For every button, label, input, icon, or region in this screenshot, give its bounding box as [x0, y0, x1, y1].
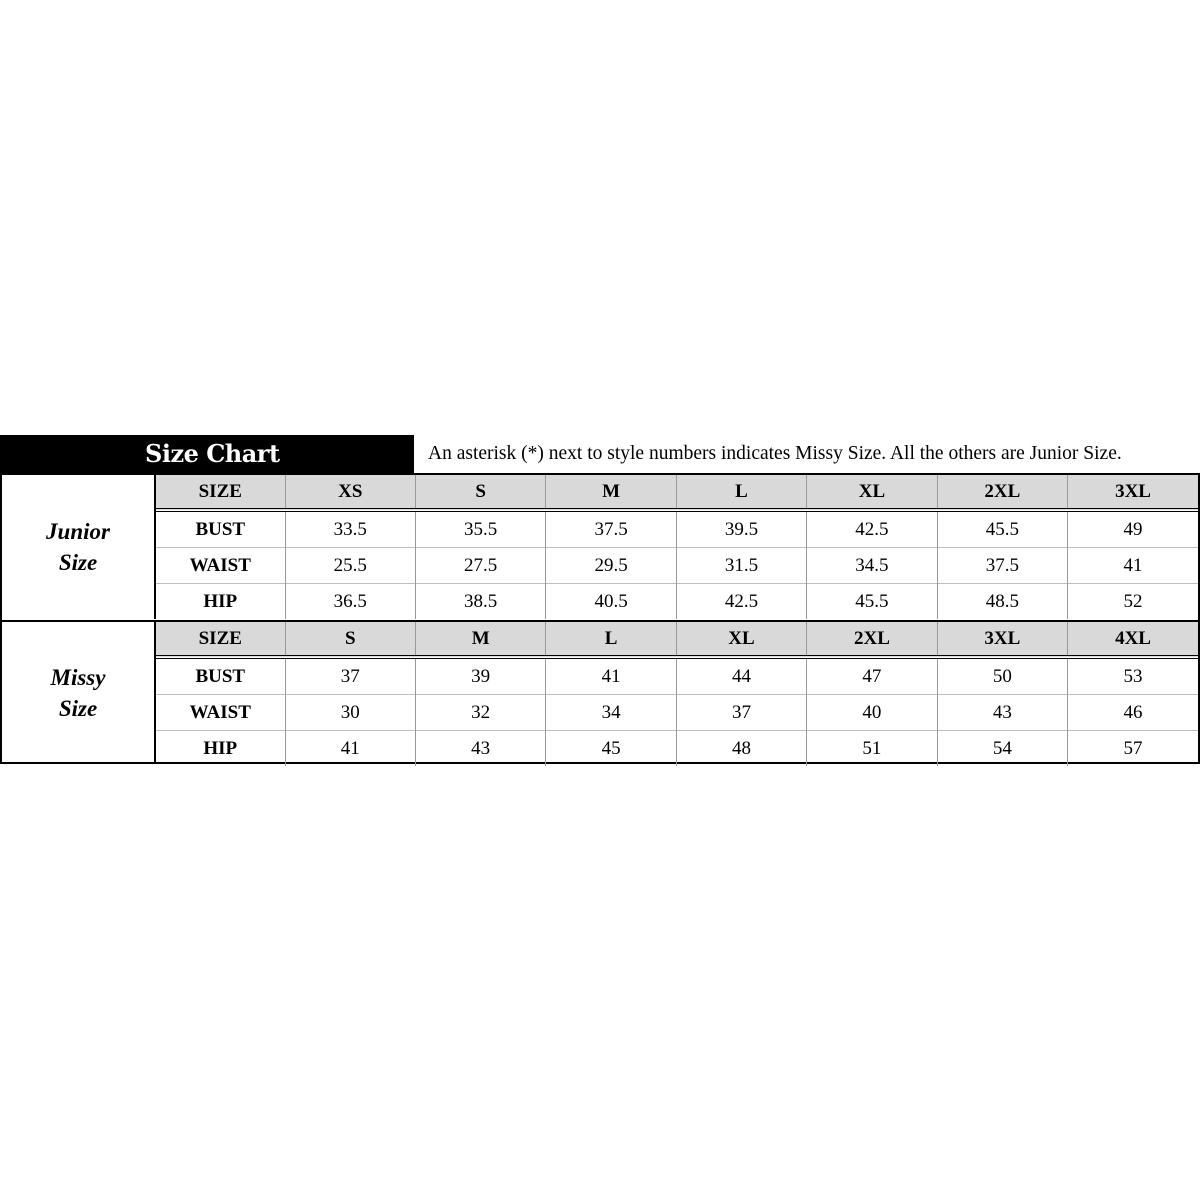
measurement-value: 34.5 [807, 548, 937, 584]
size-header-cell: M [415, 622, 545, 657]
measurement-value: 34 [546, 695, 676, 731]
table-row [156, 584, 1198, 620]
measurement-value: 51 [807, 731, 937, 767]
missy-size-grid [156, 622, 1198, 766]
measurement-value: 37 [285, 657, 415, 695]
size-header-row [156, 475, 1198, 510]
measurement-value: 43 [937, 695, 1067, 731]
group-label-line2: Size [58, 550, 98, 575]
measurement-value: 48 [676, 731, 806, 767]
measurement-value: 54 [937, 731, 1067, 767]
measurement-value: 42.5 [807, 510, 937, 548]
size-header-cell: L [676, 475, 806, 510]
measurement-value: 53 [1068, 657, 1198, 695]
group-label [2, 622, 156, 764]
size-header-cell: S [285, 622, 415, 657]
measurement-label: BUST [195, 518, 246, 540]
group-label-line1: Junior [46, 519, 110, 544]
size-header-cell: 2XL [937, 475, 1067, 510]
missy-size-note: An asterisk (*) next to style numbers indicates Missy Size. All the others are Junior Size. [428, 443, 1122, 464]
measurement-value: 45 [546, 731, 676, 767]
missy-size-group [2, 620, 1198, 764]
measurement-value: 31.5 [676, 548, 806, 584]
group-label [2, 475, 156, 619]
measurement-value: 27.5 [415, 548, 545, 584]
measurement-value: 42.5 [676, 584, 806, 620]
size-header-cell: XL [807, 475, 937, 510]
size-chart-table [0, 473, 1200, 764]
measurement-value: 25.5 [285, 548, 415, 584]
measurement-value: 40.5 [546, 584, 676, 620]
measurement-value: 38.5 [415, 584, 545, 620]
size-header-cell: XL [676, 622, 806, 657]
measurement-value: 37.5 [937, 548, 1067, 584]
measurement-value: 43 [415, 731, 545, 767]
size-chart-banner [0, 435, 414, 473]
measurement-value: 52 [1068, 584, 1198, 620]
measurement-value: 41 [546, 657, 676, 695]
size-header-cell: 3XL [937, 622, 1067, 657]
measurement-value: 57 [1068, 731, 1198, 767]
measurement-value: 33.5 [285, 510, 415, 548]
size-header-cell: 3XL [1068, 475, 1198, 510]
size-header-label: SIZE [156, 475, 285, 510]
size-chart-title: Size Chart [145, 439, 280, 468]
measurement-label: WAIST [156, 695, 285, 731]
measurement-value: 35.5 [415, 510, 545, 548]
size-header-cell: 2XL [807, 622, 937, 657]
measurement-value: 41 [1068, 548, 1198, 584]
measurement-value: 46 [1068, 695, 1198, 731]
measurement-value: 47 [807, 657, 937, 695]
measurement-value: 44 [676, 657, 806, 695]
table-row [156, 657, 1198, 695]
size-header-row [156, 622, 1198, 657]
measurement-value: 39 [415, 657, 545, 695]
measurement-value: 49 [1068, 510, 1198, 548]
size-header-cell: 4XL [1068, 622, 1198, 657]
measurement-value: 48.5 [937, 584, 1067, 620]
size-header-cell: M [546, 475, 676, 510]
measurement-value: 41 [285, 731, 415, 767]
measurement-value: 32 [415, 695, 545, 731]
measurement-value: 45.5 [937, 510, 1067, 548]
measurement-value: 39.5 [676, 510, 806, 548]
measurement-value: 50 [937, 657, 1067, 695]
size-header-cell: S [415, 475, 545, 510]
table-row [156, 548, 1198, 584]
measurement-label: WAIST [156, 548, 285, 584]
table-row [156, 510, 1198, 548]
measurement-value: 36.5 [285, 584, 415, 620]
measurement-label: BUST [195, 665, 246, 687]
measurement-value: 30 [285, 695, 415, 731]
group-label-line1: Missy [50, 665, 106, 690]
measurement-value: 29.5 [546, 548, 676, 584]
size-header-label: SIZE [156, 622, 285, 657]
measurement-value: 37 [676, 695, 806, 731]
junior-size-group [2, 475, 1198, 619]
size-header-cell: L [546, 622, 676, 657]
table-row [156, 731, 1198, 767]
measurement-value: 45.5 [807, 584, 937, 620]
size-header-cell: XS [285, 475, 415, 510]
measurement-value: 40 [807, 695, 937, 731]
measurement-label: HIP [156, 731, 285, 767]
junior-size-grid [156, 475, 1198, 619]
group-label-line2: Size [58, 696, 98, 721]
table-row [156, 695, 1198, 731]
measurement-value: 37.5 [546, 510, 676, 548]
measurement-label: HIP [156, 584, 285, 620]
